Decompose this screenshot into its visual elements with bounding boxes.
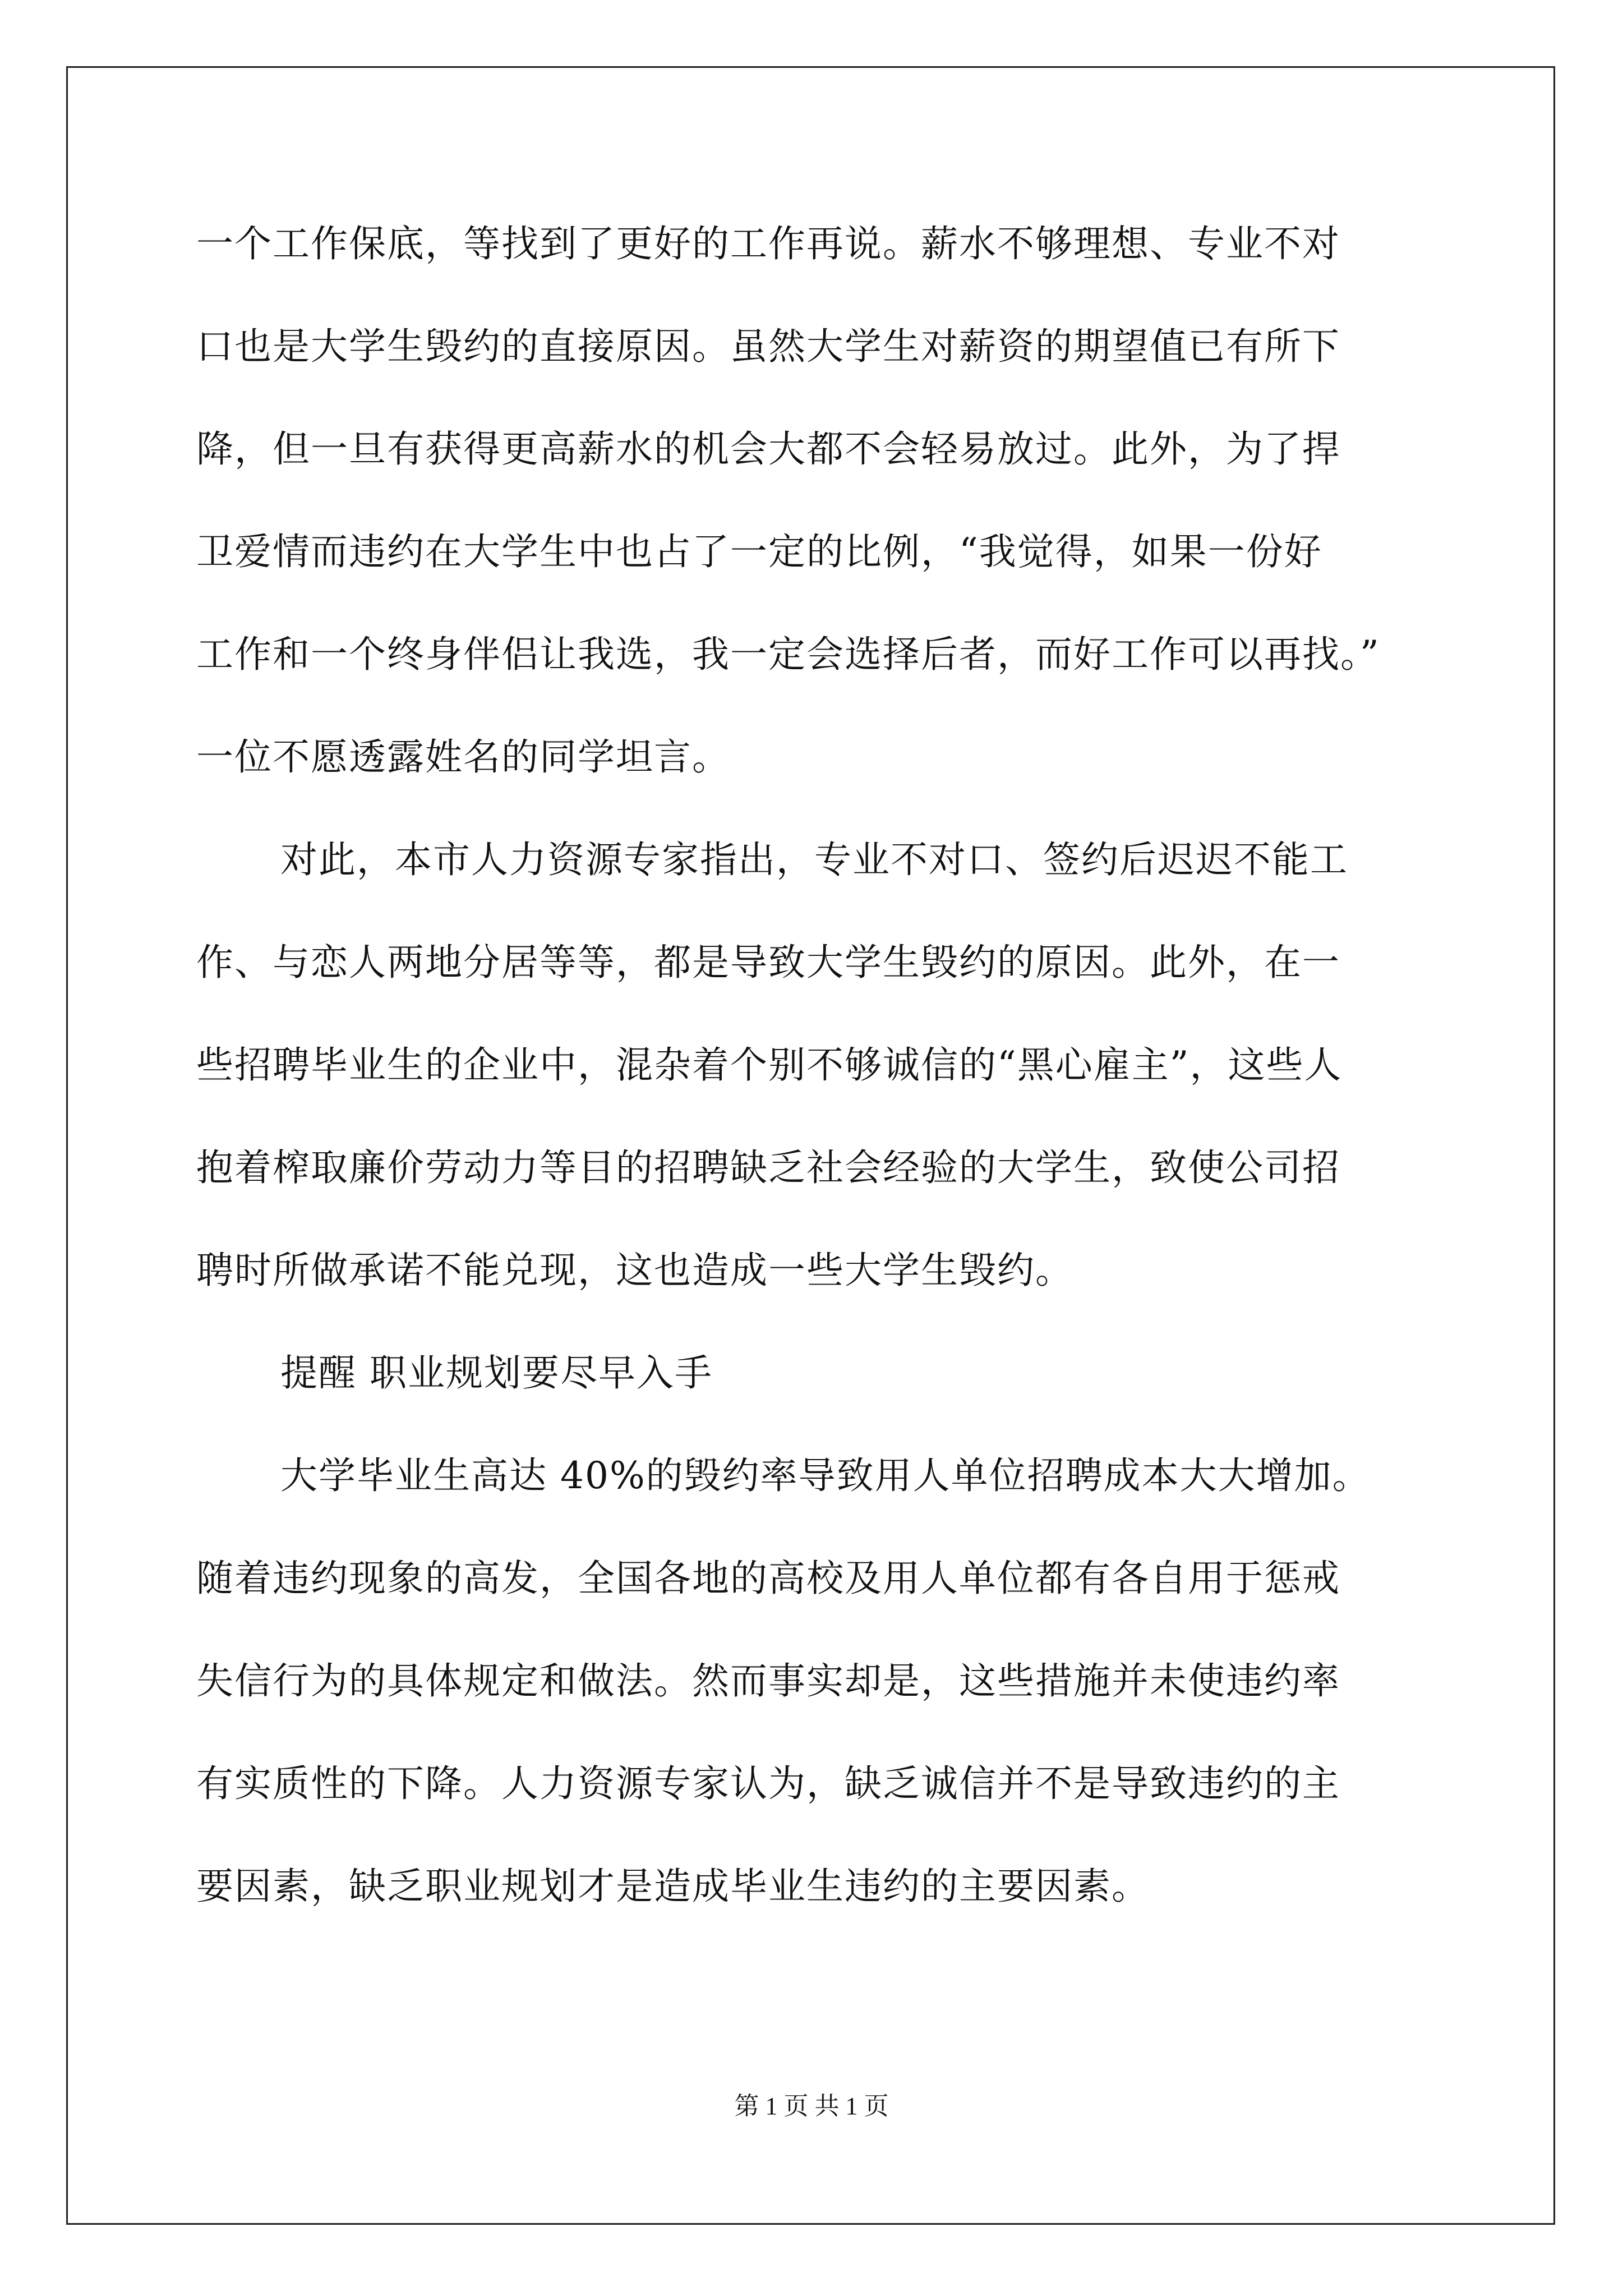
section-heading: 提醒 职业规划要尽早入手 [280,1351,713,1395]
paragraph-line: 失信行为的具体规定和做法。然而事实却是，这些措施并未使违约率 [196,1659,1340,1703]
paragraph-line: 一个工作保底，等找到了更好的工作再说。薪水不够理想、专业不对 [196,222,1340,265]
paragraph-line: 些招聘毕业生的企业中，混杂着个别不够诚信的“黑心雇主”，这些人 [196,1043,1343,1087]
paragraph-line: 口也是大学生毁约的直接原因。虽然大学生对薪资的期望值已有所下 [196,325,1340,368]
paragraph-line: 卫爱情而违约在大学生中也占了一定的比例，“我觉得，如果一份好 [196,530,1322,573]
paragraph-line: 聘时所做承诺不能兑现，这也造成一些大学生毁约。 [196,1249,1073,1292]
paragraph-line: 对此，本市人力资源专家指出，专业不对口、签约后迟迟不能工 [280,838,1348,881]
paragraph-line: 大学毕业生高达 40%的毁约率导致用人单位招聘成本大大增加。 [280,1454,1371,1497]
paragraph-line: 作、与恋人两地分居等等，都是导致大学生毁约的原因。此外，在一 [196,941,1340,984]
paragraph-line: 要因素，缺乏职业规划才是造成毕业生违约的主要因素。 [196,1865,1150,1908]
paragraph-line: 工作和一个终身伴侣让我选，我一定会选择后者，而好工作可以再找。” [196,633,1380,676]
paragraph-line: 有实质性的下降。人力资源专家认为，缺乏诚信并不是导致违约的主 [196,1762,1340,1805]
paragraph-line: 抱着榨取廉价劳动力等目的招聘缺乏社会经验的大学生，致使公司招 [196,1146,1340,1189]
page-footer: 第 1 页 共 1 页 [734,2092,889,2120]
paragraph-line: 随着违约现象的高发，全国各地的高校及用人单位都有各自用于惩戒 [196,1557,1340,1600]
paragraph-line: 降，但一旦有获得更高薪水的机会大都不会轻易放过。此外，为了捍 [196,427,1340,471]
paragraph-line: 一位不愿透露姓名的同学坦言。 [196,735,730,779]
